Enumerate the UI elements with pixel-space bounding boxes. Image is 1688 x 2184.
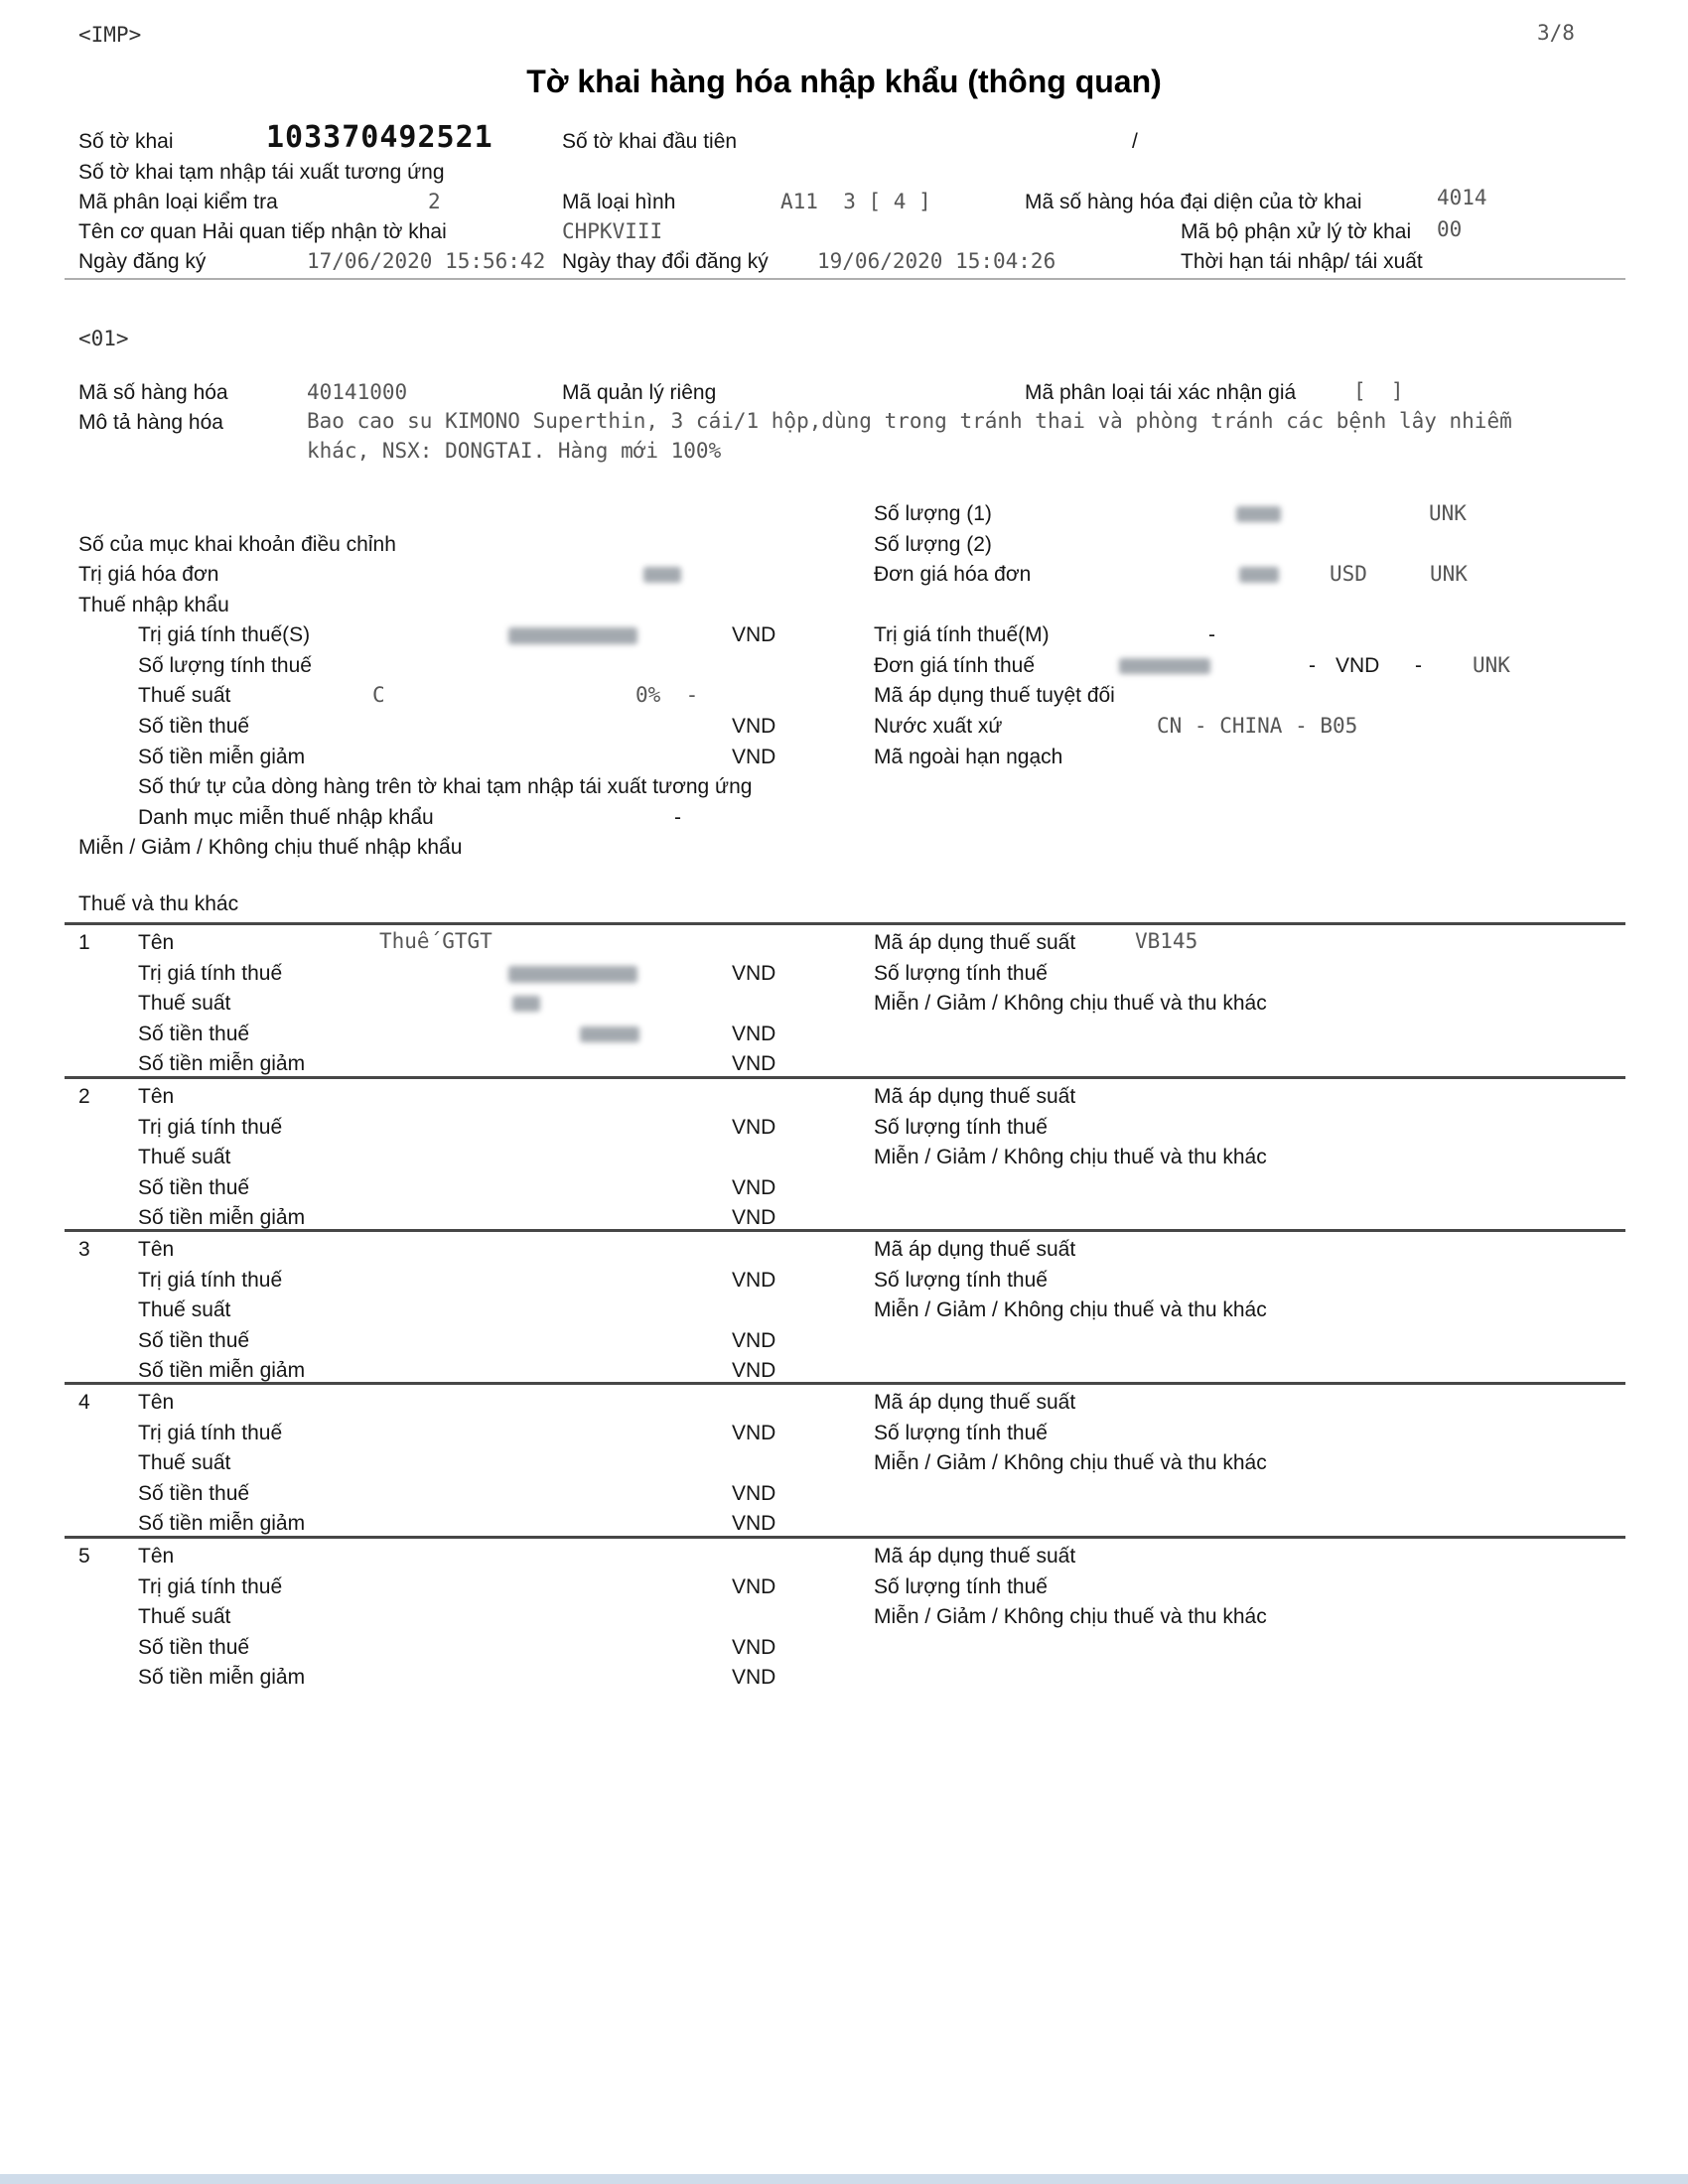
import-tax-section-label: Thuế nhập khẩu [78, 594, 229, 616]
taxable-value-m-value: - [1208, 623, 1215, 646]
vnd-label: VND [732, 1422, 776, 1444]
first-declaration-label: Số tờ khai đầu tiên [562, 130, 738, 153]
type-code-label: Mã loại hình [562, 191, 676, 213]
quantity1-label: Số lượng (1) [874, 502, 992, 525]
tax-quantity-label: Số lượng tính thuế [874, 1422, 1048, 1444]
tax-exemption-amount-label: Số tiền miễn giảm [138, 746, 306, 768]
price-reconfirmation-class-value: [ ] [1353, 379, 1404, 403]
tax-amount-label: Số tiền thuế [138, 715, 250, 738]
tax-rate-label: Thuế suất [138, 1451, 231, 1474]
taxable-value-label: Trị giá tính thuế [138, 1269, 283, 1292]
exemption-note-label: Miễn / Giảm / Không chịu thuế và thu khác [874, 1146, 1267, 1168]
invoice-value-label: Trị giá hóa đơn [78, 563, 219, 586]
taxable-value-m-label: Trị giá tính thuế(M) [874, 623, 1050, 646]
registration-change-date-value: 19/06/2020 15:04:26 [817, 249, 1056, 273]
table-divider [65, 1229, 1625, 1232]
vnd-label: VND [732, 1116, 776, 1139]
tax-rate-code-label: Mã áp dụng thuế suất [874, 1545, 1076, 1568]
tax-unit-price-redacted [1119, 658, 1210, 674]
taxable-value-label: Trị giá tính thuế [138, 1116, 283, 1139]
vnd-label: VND [732, 1269, 776, 1292]
declaration-number-value: 103370492521 [266, 120, 493, 155]
customs-office-label: Tên cơ quan Hải quan tiếp nhận tờ khai [78, 220, 447, 243]
inspection-class-label: Mã phân loại kiểm tra [78, 191, 278, 213]
bottom-edge [0, 2174, 1688, 2184]
temp-import-reexport-declaration-label: Số tờ khai tạm nhập tái xuất tương ứng [78, 161, 445, 184]
vnd-label: VND [732, 1206, 776, 1229]
tax-name-label: Tên [138, 931, 175, 954]
hs-code-value: 40141000 [307, 380, 408, 404]
tax-name-value: Thuế GTGT [379, 929, 492, 953]
tax-amount-label: Số tiền thuế [138, 1636, 250, 1659]
tax-row-number: 4 [78, 1391, 90, 1414]
invoice-unit-price-redacted [1239, 567, 1279, 583]
header-divider [65, 278, 1625, 280]
temp-import-line-order-label: Số thứ tự của dòng hàng trên tờ khai tạm nhập tái xuất tương ứng [138, 775, 753, 798]
taxable-value-s-redacted [508, 627, 637, 644]
tax-unit-price-currency: VND [1336, 654, 1380, 677]
tax-unit-price-label: Đơn giá tính thuế [874, 654, 1036, 677]
vnd-label: VND [732, 1023, 776, 1045]
tax-rate-redacted [512, 996, 540, 1012]
vnd-label: VND [732, 962, 776, 985]
tax-rate-label: Thuế suất [138, 1146, 231, 1168]
hs-code-label: Mã số hàng hóa [78, 381, 228, 404]
customs-office-value: CHPKVIII [562, 219, 663, 243]
tax-quantity-label: Số lượng tính thuế [874, 1575, 1048, 1598]
vnd-label: VND [732, 1512, 776, 1535]
table-divider [65, 1076, 1625, 1079]
tax-rate-label: Thuế suất [138, 684, 231, 707]
tax-name-label: Tên [138, 1391, 175, 1414]
tax-rate-label: Thuế suất [138, 992, 231, 1015]
quantity2-label: Số lượng (2) [874, 533, 992, 556]
other-taxes-title: Thuế và thu khác [78, 892, 239, 915]
tax-rate-label: Thuế suất [138, 1605, 231, 1628]
invoice-unit-price-unit: UNK [1430, 562, 1468, 586]
table-divider [65, 1382, 1625, 1385]
tax-rate-code: C [372, 683, 385, 707]
exemption-note-label: Miễn / Giảm / Không chịu thuế và thu khác [874, 992, 1267, 1015]
vnd-label: VND [732, 1052, 776, 1075]
exemption-amount-label: Số tiền miễn giảm [138, 1359, 306, 1382]
declaration-number-label: Số tờ khai [78, 130, 174, 153]
tax-unit-price-dash1: - [1309, 654, 1316, 677]
tax-rate-code-label: Mã áp dụng thuế suất [874, 1085, 1076, 1108]
tax-exemption-amount-currency: VND [732, 746, 776, 768]
tax-amount-label: Số tiền thuế [138, 1176, 250, 1199]
tax-row-number: 2 [78, 1085, 90, 1108]
tax-rate-code-value: VB145 [1135, 929, 1198, 953]
tax-rate-label: Thuế suất [138, 1298, 231, 1321]
tax-amount-label: Số tiền thuế [138, 1023, 250, 1045]
reimport-reexport-deadline-label: Thời hạn tái nhập/ tái xuất [1181, 250, 1423, 273]
table-divider [65, 1536, 1625, 1539]
taxable-value-redacted [508, 966, 637, 983]
tax-quantity-label: Số lượng tính thuế [874, 1269, 1048, 1292]
vnd-label: VND [732, 1482, 776, 1505]
exemption-note-label: Miễn / Giảm / Không chịu thuế và thu khác [874, 1451, 1267, 1474]
tax-amount-currency: VND [732, 715, 776, 738]
type-code-value: A11 3 [ 4 ] [780, 190, 931, 213]
adjustment-item-number-label: Số của mục khai khoản điều chỉnh [78, 533, 396, 556]
representative-hs-code-label: Mã số hàng hóa đại diện của tờ khai [1025, 191, 1362, 213]
exemption-note-label: Miễn / Giảm / Không chịu thuế và thu khác [874, 1298, 1267, 1321]
quantity1-unit: UNK [1429, 501, 1467, 525]
first-declaration-value: / [1132, 130, 1138, 153]
invoice-unit-price-label: Đơn giá hóa đơn [874, 563, 1032, 586]
vnd-label: VND [732, 1359, 776, 1382]
origin-country-label: Nước xuất xứ [874, 715, 1003, 738]
exemption-amount-label: Số tiền miễn giảm [138, 1666, 306, 1689]
processing-unit-label: Mã bộ phận xử lý tờ khai [1181, 220, 1412, 243]
taxable-value-s-currency: VND [732, 623, 776, 646]
exemption-amount-label: Số tiền miễn giảm [138, 1512, 306, 1535]
registration-date-label: Ngày đăng ký [78, 250, 207, 273]
tax-row-number: 5 [78, 1545, 90, 1568]
page-title: Tờ khai hàng hóa nhập khẩu (thông quan) [526, 64, 1162, 99]
taxable-value-s-label: Trị giá tính thuế(S) [138, 623, 311, 646]
taxable-value-label: Trị giá tính thuế [138, 1422, 283, 1444]
table-divider [65, 922, 1625, 925]
tax-unit-price-unit: UNK [1473, 653, 1510, 677]
taxable-value-label: Trị giá tính thuế [138, 1575, 283, 1598]
item-section-tag: <01> [78, 327, 129, 350]
vnd-label: VND [732, 1666, 776, 1689]
tax-name-label: Tên [138, 1545, 175, 1568]
tax-exempt-list-value: - [674, 806, 681, 829]
processing-unit-value: 00 [1437, 217, 1463, 241]
invoice-value-redacted [643, 567, 681, 583]
vnd-label: VND [732, 1176, 776, 1199]
absolute-tax-code-label: Mã áp dụng thuế tuyệt đối [874, 684, 1115, 707]
tax-quantity-label: Số lượng tính thuế [874, 1116, 1048, 1139]
registration-date-value: 17/06/2020 15:56:42 [307, 249, 546, 273]
tax-rate-value: 0% - [635, 683, 699, 707]
tax-rate-code-label: Mã áp dụng thuế suất [874, 1238, 1076, 1261]
exemption-note-label: Miễn / Giảm / Không chịu thuế và thu khác [874, 1605, 1267, 1628]
page-number: 3/8 [1537, 21, 1575, 45]
inspection-class-value: 2 [428, 190, 441, 213]
tax-row-number: 3 [78, 1238, 90, 1261]
exemption-amount-label: Số tiền miễn giảm [138, 1052, 306, 1075]
vnd-label: VND [732, 1329, 776, 1352]
quantity1-redacted-value [1236, 506, 1281, 522]
tax-exempt-list-label: Danh mục miễn thuế nhập khẩu [138, 806, 434, 829]
tax-rate-code-label: Mã áp dụng thuế suất [874, 1391, 1076, 1414]
goods-description-label: Mô tả hàng hóa [78, 411, 223, 434]
tax-name-label: Tên [138, 1238, 175, 1261]
tax-amount-redacted [580, 1026, 639, 1042]
out-of-quota-code-label: Mã ngoài hạn ngạch [874, 746, 1063, 768]
goods-description-line2: khác, NSX: DONGTAI. Hàng mới 100% [307, 439, 722, 463]
price-reconfirmation-class-label: Mã phân loại tái xác nhận giá [1025, 381, 1297, 404]
import-tax-exemption-note-label: Miễn / Giảm / Không chịu thuế nhập khẩu [78, 836, 463, 859]
doc-type-tag: <IMP> [78, 23, 142, 47]
vnd-label: VND [732, 1636, 776, 1659]
private-management-code-label: Mã quản lý riêng [562, 381, 717, 404]
tax-quantity-label: Số lượng tính thuế [138, 654, 312, 677]
tax-unit-price-dash2: - [1415, 654, 1422, 677]
registration-change-date-label: Ngày thay đổi đăng ký [562, 250, 769, 273]
exemption-amount-label: Số tiền miễn giảm [138, 1206, 306, 1229]
tax-rate-code-label: Mã áp dụng thuế suất [874, 931, 1076, 954]
tax-name-label: Tên [138, 1085, 175, 1108]
vnd-label: VND [732, 1575, 776, 1598]
goods-description-line1: Bao cao su KIMONO Superthin, 3 cái/1 hộp,dùng trong tránh thai và phòng tránh các bệnh lây nhiễm [307, 409, 1512, 433]
origin-country-value: CN - CHINA - B05 [1157, 714, 1358, 738]
tax-quantity-label: Số lượng tính thuế [874, 962, 1048, 985]
invoice-unit-price-currency: USD [1330, 562, 1367, 586]
tax-row-number: 1 [78, 931, 90, 954]
taxable-value-label: Trị giá tính thuế [138, 962, 283, 985]
tax-amount-label: Số tiền thuế [138, 1482, 250, 1505]
representative-hs-code-value: 4014 [1437, 186, 1487, 209]
tax-amount-label: Số tiền thuế [138, 1329, 250, 1352]
